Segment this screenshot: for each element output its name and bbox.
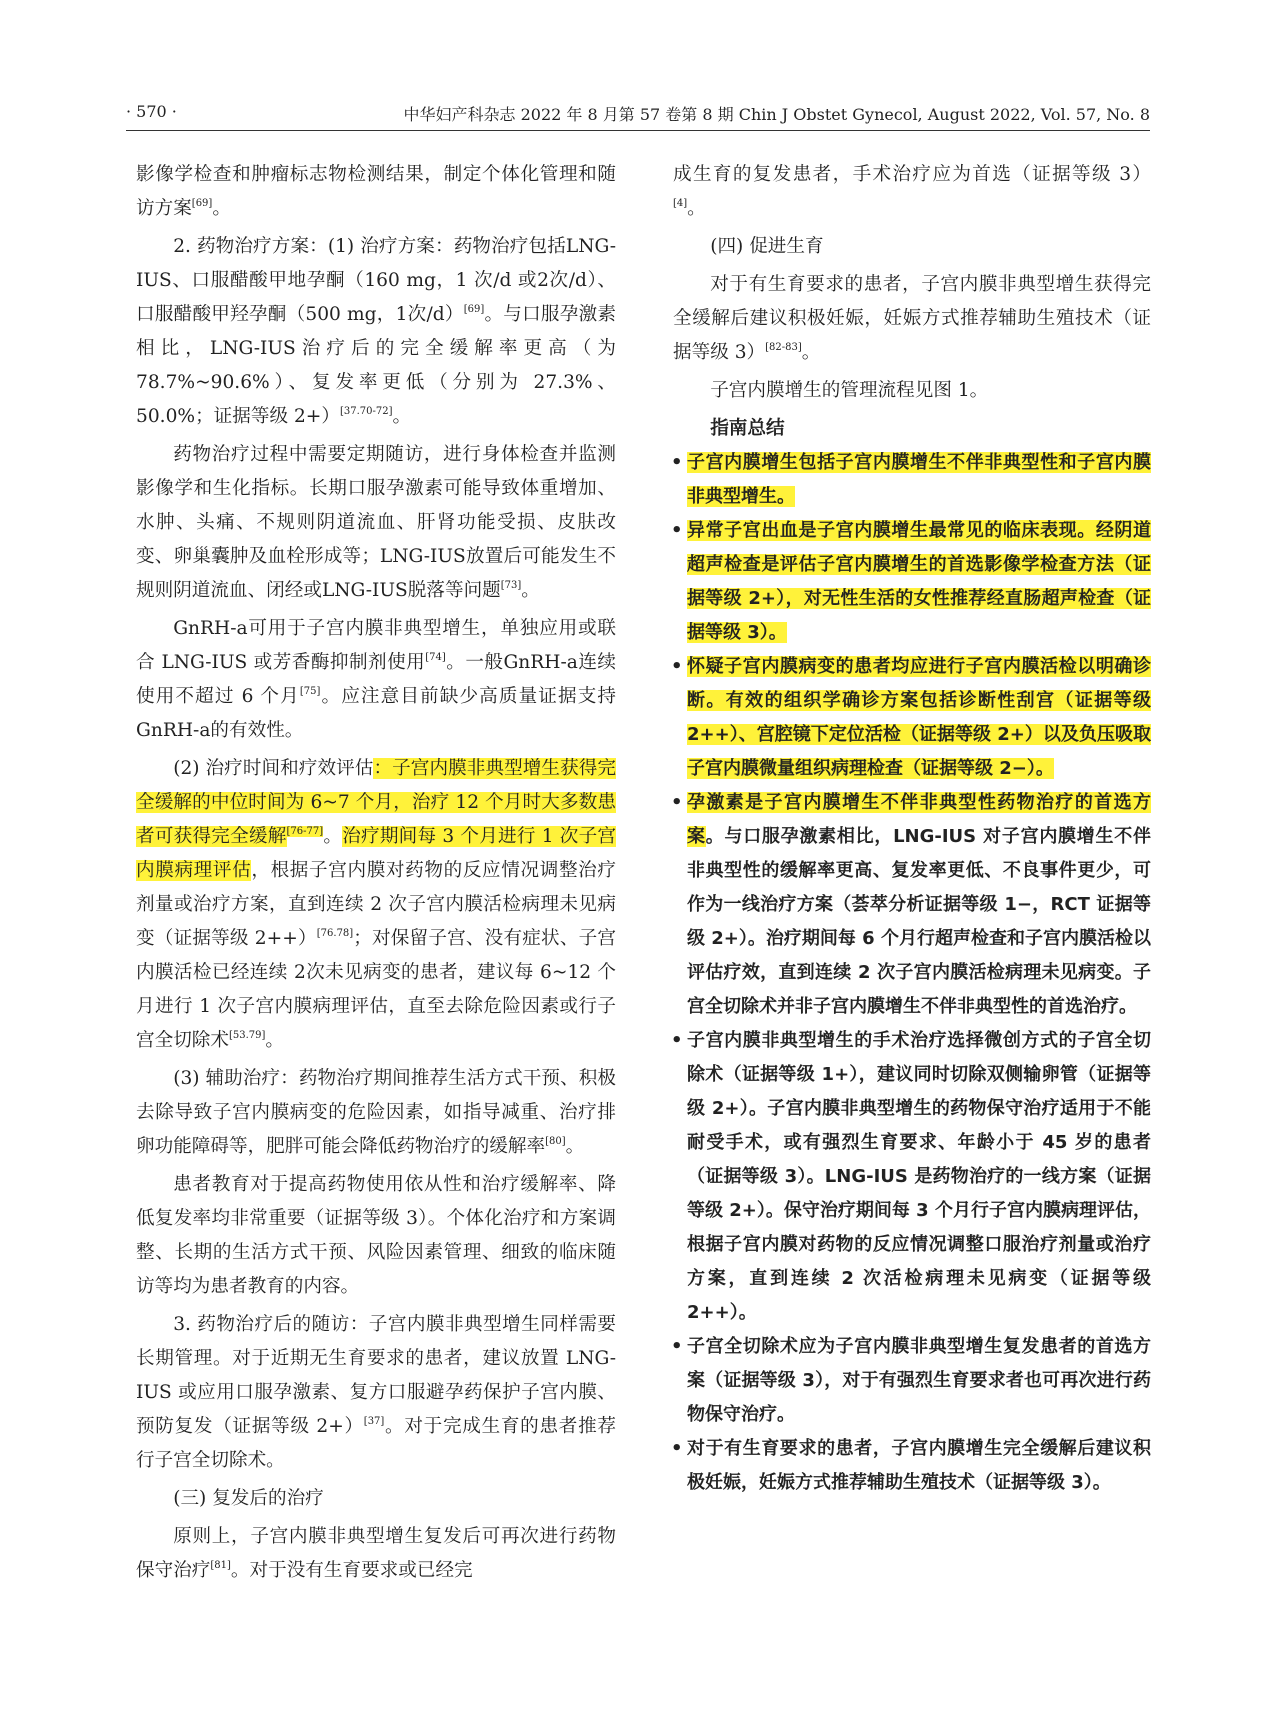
paragraph: 药物治疗过程中需要定期随访，进行身体检查并监测影像学和生化指标。长期口服孕激素可能导致体重增加、水肿、头痛、不规则阴道流血、肝肾功能受损、皮肤改变、卵巢囊肿及血栓形成等；LNG-IUS放置后可能发生不规则阴道流血、闭经或LNG-IUS脱落等问题[73]。 [136, 444, 616, 601]
citation: [53.79] [228, 1030, 266, 1041]
bullet-dot: • [671, 1336, 683, 1357]
paragraph: 子宫内膜增生的管理流程见图 1。 [710, 380, 989, 401]
text: 原则上，子宫内膜非典型增生复发后可再次进行药物保守治疗 [136, 1526, 616, 1581]
text: ；对保留子宫、没有症状、子宫内膜活检已经连续 2次未见病变的患者，建议每 6~12 个月进行 1 次子宫内膜病理评估，直至去除危险因素或行子宫全切除术 [136, 928, 616, 1051]
summary-bullet [673, 514, 1151, 650]
citation: [74] [425, 652, 446, 663]
paragraph [136, 612, 616, 748]
left-column [136, 158, 616, 1588]
citation: [76-77] [286, 826, 324, 837]
summary-bullet [673, 650, 1151, 786]
text: 2. 药物治疗方案：(1) 治疗方案：药物治疗包括LNG-IUS、口服醋酸甲地孕酮（160 mg，1 次/d 或2次/d）、口服醋酸甲羟孕酮（500 mg，1次/d） [136, 236, 616, 325]
paragraph: (2) 治疗时间和疗效评估：子宫内膜非典型增生获得完全缓解的中位时间为 6~7 个月，治疗 12 个月时大多数患者可获得完全缓解[76-77]。治疗期间每 3 个月进行 1 次子宫内膜病理评估，根据子宫内膜对药物的反应情况调整治疗剂量或治疗方案，直到连续 2 次子宫内膜活检病理未见病变（证据等级 2++）[76.78]；对保留子宫、没有症状、子宫内膜活检已经连续 2次未见病变的患者，建议每 6~12 个月进行 1 次子宫内膜病理评估，直至去除危险因素或行子宫全切除术[53.79]。 [136, 758, 616, 1051]
citation: [37] [363, 1416, 385, 1427]
text: 。应注意目前缺少高质量证据支持 GnRH-a的有效性。 [136, 686, 616, 741]
text: 。 [323, 826, 343, 847]
bullet-dot: • [671, 1438, 683, 1459]
text: 对于有生育要求的患者，子宫内膜非典型增生获得完全缓解后建议积极妊娠，妊娠方式推荐辅助生殖技术（证据等级 3） [673, 274, 1151, 363]
bullet-dot: • [671, 792, 683, 813]
text: 药物治疗过程中需要定期随访，进行身体检查并监测影像学和生化指标。长期口服孕激素可能导致体重增加、水肿、头痛、不规则阴道流血、肝肾功能受损、皮肤改变、卵巢囊肿及血栓形成等；LNG-IUS放置后可能发生不规则阴道流血、闭经或LNG-IUS脱落等问题 [136, 444, 616, 601]
highlighted-text: 孕激素是子宫内膜增生不伴非典型性药物治疗的首选方案 [687, 792, 1151, 847]
highlighted-text: 怀疑子宫内膜病变的患者均应进行子宫内膜活检以明确诊断。有效的组织学确诊方案包括诊断性刮宫（证据等级 2++）、宫腔镜下定位活检（证据等级 2+）以及负压吸取子宫内膜微量组织病理检查（证据等级 2−）。 [687, 656, 1151, 779]
paragraph: 患者教育对于提高药物使用依从性和治疗缓解率、降低复发率均非常重要（证据等级 3）。个体化治疗和方案调整、长期的生活方式干预、风险因素管理、细致的临床随访等均为患者教育的内容。 [136, 1174, 616, 1297]
citation: [69] [463, 304, 485, 315]
paragraph: 影像学检查和肿瘤标志物检测结果，制定个体化管理和随访方案[69]。 [136, 164, 616, 219]
section-heading: (三) 复发后的治疗 [173, 1488, 324, 1509]
paragraph [136, 1520, 616, 1588]
page-number: · 570 · [126, 102, 177, 121]
summary-bullet [673, 1024, 1151, 1330]
text: GnRH-a可用于子宫内膜非典型增生，单独应用或联合 LNG-IUS 或芳香酶抑制剂使用 [136, 618, 616, 673]
text: (2) 治疗时间和疗效评估 [173, 758, 374, 779]
highlighted-text: 子宫内膜增生包括子宫内膜增生不伴非典型性和子宫内膜非典型增生。 [687, 452, 1151, 507]
journal-citation: 中华妇产科杂志 2022 年 8 月第 57 卷第 8 期 Chin J Obstet Gynecol, August 2022, Vol. 57, No. 8 [403, 105, 1150, 124]
bullet-dot: • [671, 656, 683, 677]
summary-bullet [673, 446, 1151, 514]
paragraph: (3) 辅助治疗：药物治疗期间推荐生活方式干预、积极去除导致子宫内膜病变的危险因素，如指导减重、治疗排卵功能障碍等，肥胖可能会降低药物治疗的缓解率[80]。 [136, 1068, 616, 1157]
paragraph: 成生育的复发患者，手术治疗应为首选（证据等级 3）[4]。 [673, 164, 1151, 219]
citation: [80] [545, 1136, 566, 1147]
citation: [82-83] [765, 342, 802, 353]
text: 。对于完成生育的患者推荐行子宫全切除术。 [136, 1416, 616, 1471]
text: 对于有生育要求的患者，子宫内膜增生完全缓解后建议积极妊娠，妊娠方式推荐辅助生殖技术（证据等级 3）。 [687, 1438, 1151, 1493]
right-column [673, 158, 1151, 1500]
text: 子宫内膜非典型增生的手术治疗选择微创方式的子宫全切除术（证据等级 1+），建议同时切除双侧输卵管（证据等级 2+）。子宫内膜非典型增生的药物保守治疗适用于不能耐受手术，或有强烈生育要求、年龄小于 45 岁的患者（证据等级 3）。LNG-IUS 是药物治疗的一线方案（证据等级 2+）。保守治疗期间每 3 个月行子宫内膜病理评估，根据子宫内膜对药物的反应情况调整口服治疗剂量或治疗方案，直到连续 2 次活检病理未见病变（证据等级 2++）。 [687, 1030, 1151, 1323]
citation: [81] [210, 1560, 231, 1571]
paragraph: 2. 药物治疗方案：(1) 治疗方案：药物治疗包括LNG-IUS、口服醋酸甲地孕酮（160 mg，1 次/d 或2次/d）、口服醋酸甲羟孕酮（500 mg，1次/d）[69]。与口服孕激素相比，LNG-IUS治疗后的完全缓解率更高（为 78.7%~90.6%）、复发率更低（分别为 27.3%、50.0%；证据等级 2+）[37.70-72]。 [136, 236, 616, 427]
text: 。一般GnRH-a连续使用不超过 6 个月 [136, 652, 616, 707]
summary-bullet [673, 786, 1151, 1024]
summary-heading: 指南总结 [710, 418, 785, 439]
bullet-dot: • [671, 1030, 683, 1051]
text: (3) 辅助治疗：药物治疗期间推荐生活方式干预、积极去除导致子宫内膜病变的危险因素，如指导减重、治疗排卵功能障碍等，肥胖可能会降低药物治疗的缓解率 [136, 1068, 616, 1157]
summary-bullet [673, 1330, 1151, 1432]
summary-bullet [673, 1432, 1151, 1500]
text: 。对于没有生育要求或已经完 [230, 1560, 473, 1581]
citation: [76.78] [316, 928, 354, 939]
bullet-dot: • [671, 520, 683, 541]
citation: [4] [673, 198, 688, 209]
highlighted-text: 异常子宫出血是子宫内膜增生最常见的临床表现。经阴道超声检查是评估子宫内膜增生的首选影像学检查方法（证据等级 2+），对无性生活的女性推荐经直肠超声检查（证据等级 3）。 [687, 520, 1151, 643]
paragraph [136, 1308, 616, 1478]
citation: [69] [191, 198, 213, 209]
section-heading: (四) 促进生育 [710, 236, 824, 257]
paragraph: 对于有生育要求的患者，子宫内膜非典型增生获得完全缓解后建议积极妊娠，妊娠方式推荐辅助生殖技术（证据等级 3）[82-83]。 [673, 274, 1151, 363]
text: ，根据子宫内膜对药物的反应情况调整治疗剂量或治疗方案，直到连续 2 次子宫内膜活检病理未见病变（证据等级 2++） [136, 860, 616, 949]
text: 影像学检查和肿瘤标志物检测结果，制定个体化管理和随访方案 [136, 164, 616, 219]
bullet-dot: • [671, 452, 683, 473]
text: 。与口服孕激素相比，LNG-IUS治疗后的完全缓解率更高（为 78.7%~90.6%）、复发率更低（分别为 27.3%、50.0%；证据等级 2+） [136, 304, 616, 427]
citation: [75] [299, 686, 321, 697]
text: 子宫全切除术应为子宫内膜非典型增生复发患者的首选方案（证据等级 3），对于有强烈生育要求者也可再次进行药物保守治疗。 [687, 1336, 1151, 1425]
text: 成生育的复发患者，手术治疗应为首选（证据等级 3） [673, 164, 1151, 185]
text: 3. 药物治疗后的随访：子宫内膜非典型增生同样需要长期管理。对于近期无生育要求的患者，建议放置 LNG-IUS 或应用口服孕激素、复方口服避孕药保护子宫内膜、预防复发（证据等级 2+） [136, 1314, 616, 1437]
running-header [126, 100, 1150, 131]
citation: [37.70-72] [339, 406, 393, 417]
highlighted-text: ：子宫内膜非典型增生获得完全缓解的中位时间为 6~7 个月，治疗 12 个月时大多数患者可获得完全缓解 [136, 758, 616, 847]
citation: [73] [500, 580, 522, 591]
text: 。与口服孕激素相比，LNG-IUS 对子宫内膜增生不伴非典型性的缓解率更高、复发率更低、不良事件更少，可作为一线治疗方案（荟萃分析证据等级 1−，RCT 证据等级 2+）。治疗期间每 6 个月行超声检查和子宫内膜活检以评估疗效，直到连续 2 次子宫内膜活检病理未见病变。子宫全切除术并非子宫内膜增生不伴非典型性的首选治疗。 [687, 826, 1151, 1017]
highlighted-text: 治疗期间每 3 个月进行 1 次子宫内膜病理评估 [136, 826, 616, 881]
